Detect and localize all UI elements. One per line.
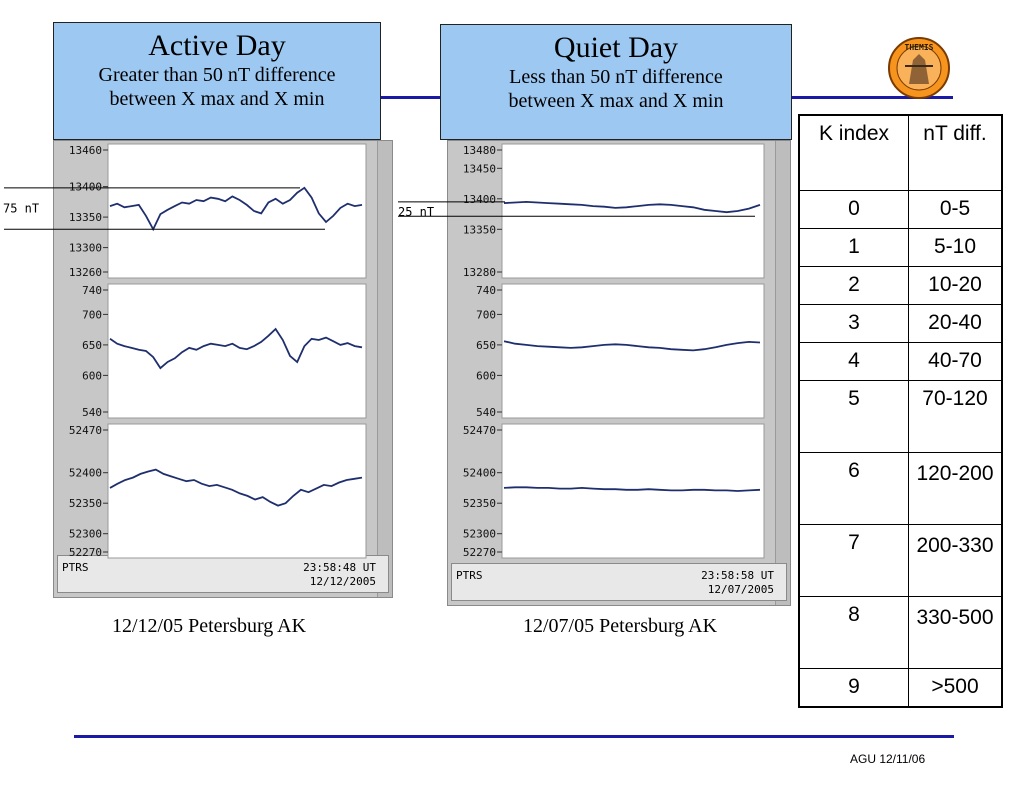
quiet-Y-tick-label: 740 bbox=[476, 284, 496, 297]
active-day-subtitle-2: between X max and X min bbox=[109, 88, 325, 110]
quiet-date: 12/07/2005 bbox=[707, 583, 774, 596]
quiet-Y-tick-label: 600 bbox=[476, 369, 496, 383]
footer-date: AGU 12/11/06 bbox=[850, 752, 926, 766]
quiet-Z-tick-label: 52300 bbox=[462, 527, 496, 541]
active-X-tick-label: 13260 bbox=[68, 266, 102, 279]
nt-range: 10-20 bbox=[909, 267, 1003, 305]
active-Z-plot-area bbox=[108, 424, 366, 558]
quiet-day-subtitle-2: between X max and X min bbox=[508, 90, 724, 112]
active-caption: 12/12/05 Petersburg AK bbox=[112, 615, 307, 637]
table-row bbox=[799, 669, 1002, 707]
k-value: 9 bbox=[799, 669, 909, 707]
active-Z-tick-label: 52350 bbox=[68, 497, 102, 511]
quiet-time: 23:58:58 UT bbox=[701, 569, 774, 582]
nt-range: 200-330 bbox=[909, 525, 1003, 597]
k-value: 4 bbox=[799, 343, 909, 381]
quiet-day-subtitle-1: Less than 50 nT difference bbox=[509, 66, 723, 88]
quiet-Y-tick-label: 540 bbox=[476, 406, 496, 419]
nt-range: 120-200 bbox=[909, 453, 1003, 525]
quiet-range-label: 25 nT bbox=[398, 204, 435, 219]
quiet-Z-tick-label: 52350 bbox=[462, 497, 496, 511]
quiet-X-tick-label: 13450 bbox=[462, 162, 496, 176]
quiet-X-tick-label: 13480 bbox=[462, 144, 496, 157]
quiet-station-label: PTRS bbox=[456, 569, 483, 582]
quiet-day-title: Quiet Day bbox=[553, 31, 679, 64]
quiet-Z-tick-label: 52470 bbox=[462, 424, 496, 437]
table-row bbox=[799, 229, 1002, 267]
nt-range: >500 bbox=[909, 669, 1003, 707]
quiet-X-tick-label: 13350 bbox=[462, 223, 496, 237]
active-Z-tick-label: 52470 bbox=[68, 424, 102, 437]
k-value: 3 bbox=[799, 305, 909, 343]
table-row bbox=[799, 191, 1002, 229]
k-value: 0 bbox=[799, 191, 909, 229]
active-X-plot-area bbox=[108, 144, 366, 278]
active-day-title: Active Day bbox=[148, 29, 286, 62]
active-X-tick-label: 13300 bbox=[68, 241, 102, 255]
active-Y-tick-label: 540 bbox=[82, 406, 102, 419]
k-value: 6 bbox=[799, 453, 909, 525]
active-station-label: PTRS bbox=[62, 561, 89, 574]
active-X-tick-label: 13400 bbox=[68, 180, 102, 194]
quiet-X-tick-label: 13400 bbox=[462, 192, 496, 206]
table-row bbox=[799, 267, 1002, 305]
active-Y-tick-label: 600 bbox=[82, 369, 102, 383]
quiet-Y-plot-area bbox=[502, 284, 764, 418]
table-row bbox=[799, 305, 1002, 343]
themis-logo bbox=[887, 36, 951, 100]
active-time: 23:58:48 UT bbox=[303, 561, 376, 574]
quiet-Z-tick-label: 52270 bbox=[462, 546, 496, 559]
nt-range: 5-10 bbox=[909, 229, 1003, 267]
nt-range: 330-500 bbox=[909, 597, 1003, 669]
k-value: 2 bbox=[799, 267, 909, 305]
table-row bbox=[799, 525, 1002, 597]
k-table-header-row bbox=[799, 115, 1002, 191]
active-X-tick-label: 13460 bbox=[68, 144, 102, 157]
k-index-table bbox=[798, 114, 1003, 708]
logo-text: THEMIS bbox=[904, 43, 934, 52]
k-value: 1 bbox=[799, 229, 909, 267]
active-Z-tick-label: 52400 bbox=[68, 466, 102, 480]
active-day-subtitle-1: Greater than 50 nT difference bbox=[98, 64, 336, 86]
k-value: 7 bbox=[799, 525, 909, 597]
active-Z-tick-label: 52270 bbox=[68, 546, 102, 559]
k-value: 8 bbox=[799, 597, 909, 669]
quiet-Z-tick-label: 52400 bbox=[462, 466, 496, 480]
quiet-X-plot-area bbox=[502, 144, 764, 278]
table-row bbox=[799, 343, 1002, 381]
table-row bbox=[799, 453, 1002, 525]
k-value: 5 bbox=[799, 381, 909, 453]
quiet-Y-tick-label: 650 bbox=[476, 338, 496, 352]
k-table-header-k: K index bbox=[799, 115, 909, 191]
k-table-header-nt: nT diff. bbox=[909, 115, 1003, 191]
active-date: 12/12/2005 bbox=[309, 575, 376, 588]
active-Y-tick-label: 740 bbox=[82, 284, 102, 297]
nt-range: 20-40 bbox=[909, 305, 1003, 343]
nt-range: 0-5 bbox=[909, 191, 1003, 229]
quiet-caption: 12/07/05 Petersburg AK bbox=[523, 615, 718, 637]
quiet-Y-tick-label: 700 bbox=[476, 308, 496, 322]
table-row bbox=[799, 381, 1002, 453]
active-range-label: 75 nT bbox=[3, 201, 40, 216]
active-Y-tick-label: 700 bbox=[82, 308, 102, 322]
active-X-tick-label: 13350 bbox=[68, 211, 102, 225]
quiet-X-tick-label: 13280 bbox=[462, 266, 496, 279]
table-row bbox=[799, 597, 1002, 669]
nt-range: 40-70 bbox=[909, 343, 1003, 381]
nt-range: 70-120 bbox=[909, 381, 1003, 453]
active-Z-tick-label: 52300 bbox=[68, 527, 102, 541]
active-Y-tick-label: 650 bbox=[82, 338, 102, 352]
